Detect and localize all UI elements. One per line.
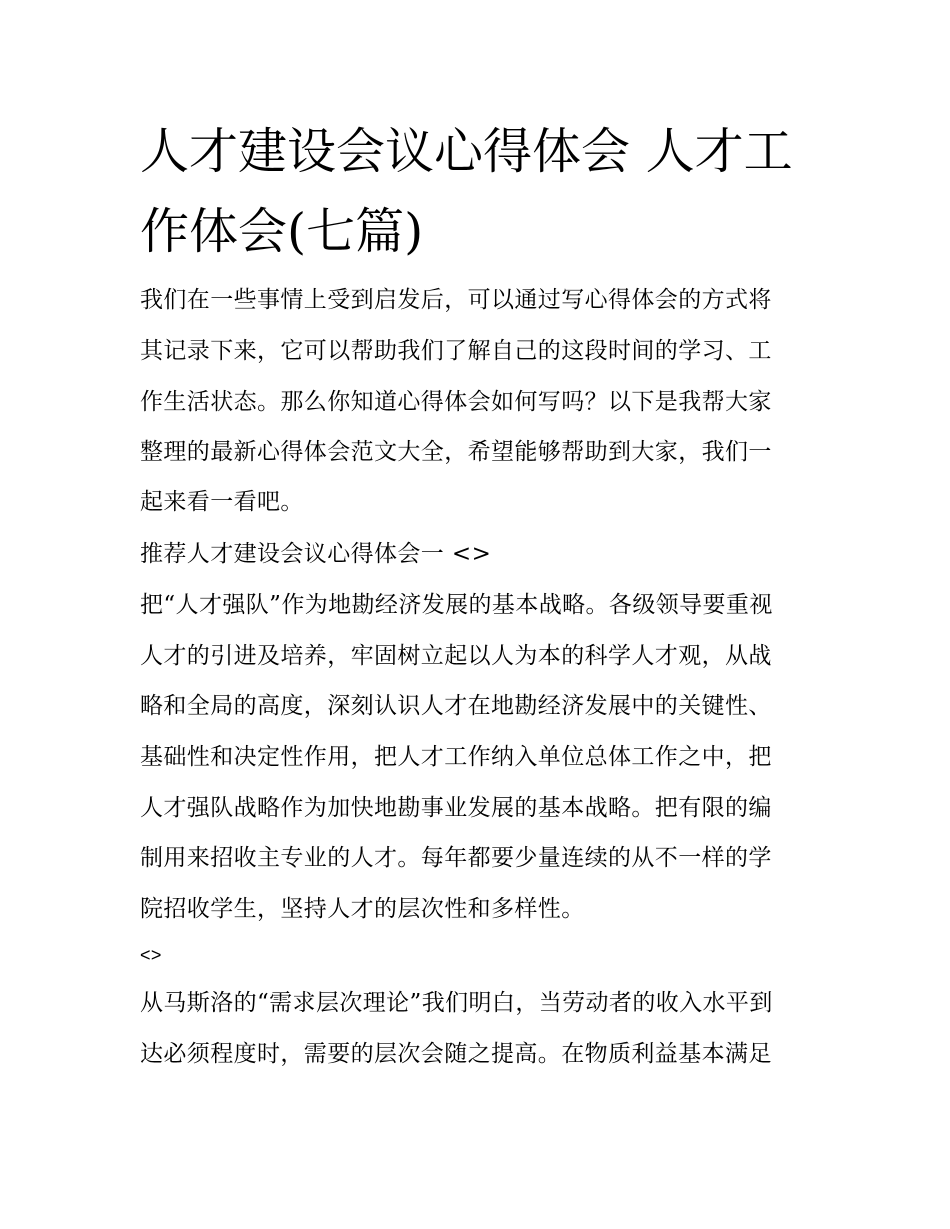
paragraph-1-line-4: 基础性和决定性作用，把人才工作纳入单位总体工作之中，把	[140, 744, 772, 770]
separator-tag: <>	[140, 945, 162, 965]
intro-line-1: 我们在一些事情上受到启发后，可以通过写心得体会的方式将	[140, 287, 772, 313]
intro-line-2: 其记录下来，它可以帮助我们了解自己的这段时间的学习、工	[140, 338, 772, 364]
section-heading-1: 推荐人才建设会议心得体会一 <>	[140, 541, 492, 567]
paragraph-1-line-7: 院招收学生，坚持人才的层次性和多样性。	[140, 896, 585, 922]
paragraph-1-line-1: 把“人才强队”作为地勘经济发展的基本战略。各级领导要重视	[140, 592, 773, 618]
title-line-1: 人才建设会议心得体会 人才工	[140, 123, 793, 180]
paragraph-1-line-3: 略和全局的高度，深刻认识人才在地勘经济发展中的关键性、	[140, 693, 772, 719]
paragraph-2-line-2: 达必须程度时，需要的层次会随之提高。在物质利益基本满足	[140, 1041, 772, 1067]
paragraph-1-line-6: 制用来招收主专业的人才。每年都要少量连续的从不一样的学	[140, 845, 772, 871]
intro-line-4: 整理的最新心得体会范文大全，希望能够帮助到大家，我们一	[140, 439, 772, 465]
intro-line-3: 作生活状态。那么你知道心得体会如何写吗？以下是我帮大家	[140, 389, 772, 415]
paragraph-2-line-1: 从马斯洛的“需求层次理论”我们明白，当劳动者的收入水平到	[140, 990, 773, 1016]
paragraph-1-line-5: 人才强队战略作为加快地勘事业发展的基本战略。把有限的编	[140, 795, 772, 821]
paragraph-1-line-2: 人才的引进及培养，牢固树立起以人为本的科学人才观，从战	[140, 643, 772, 669]
intro-line-5: 起来看一看吧。	[140, 489, 304, 515]
title-line-2: 作体会(七篇)	[140, 203, 424, 260]
page-title	[140, 112, 830, 272]
